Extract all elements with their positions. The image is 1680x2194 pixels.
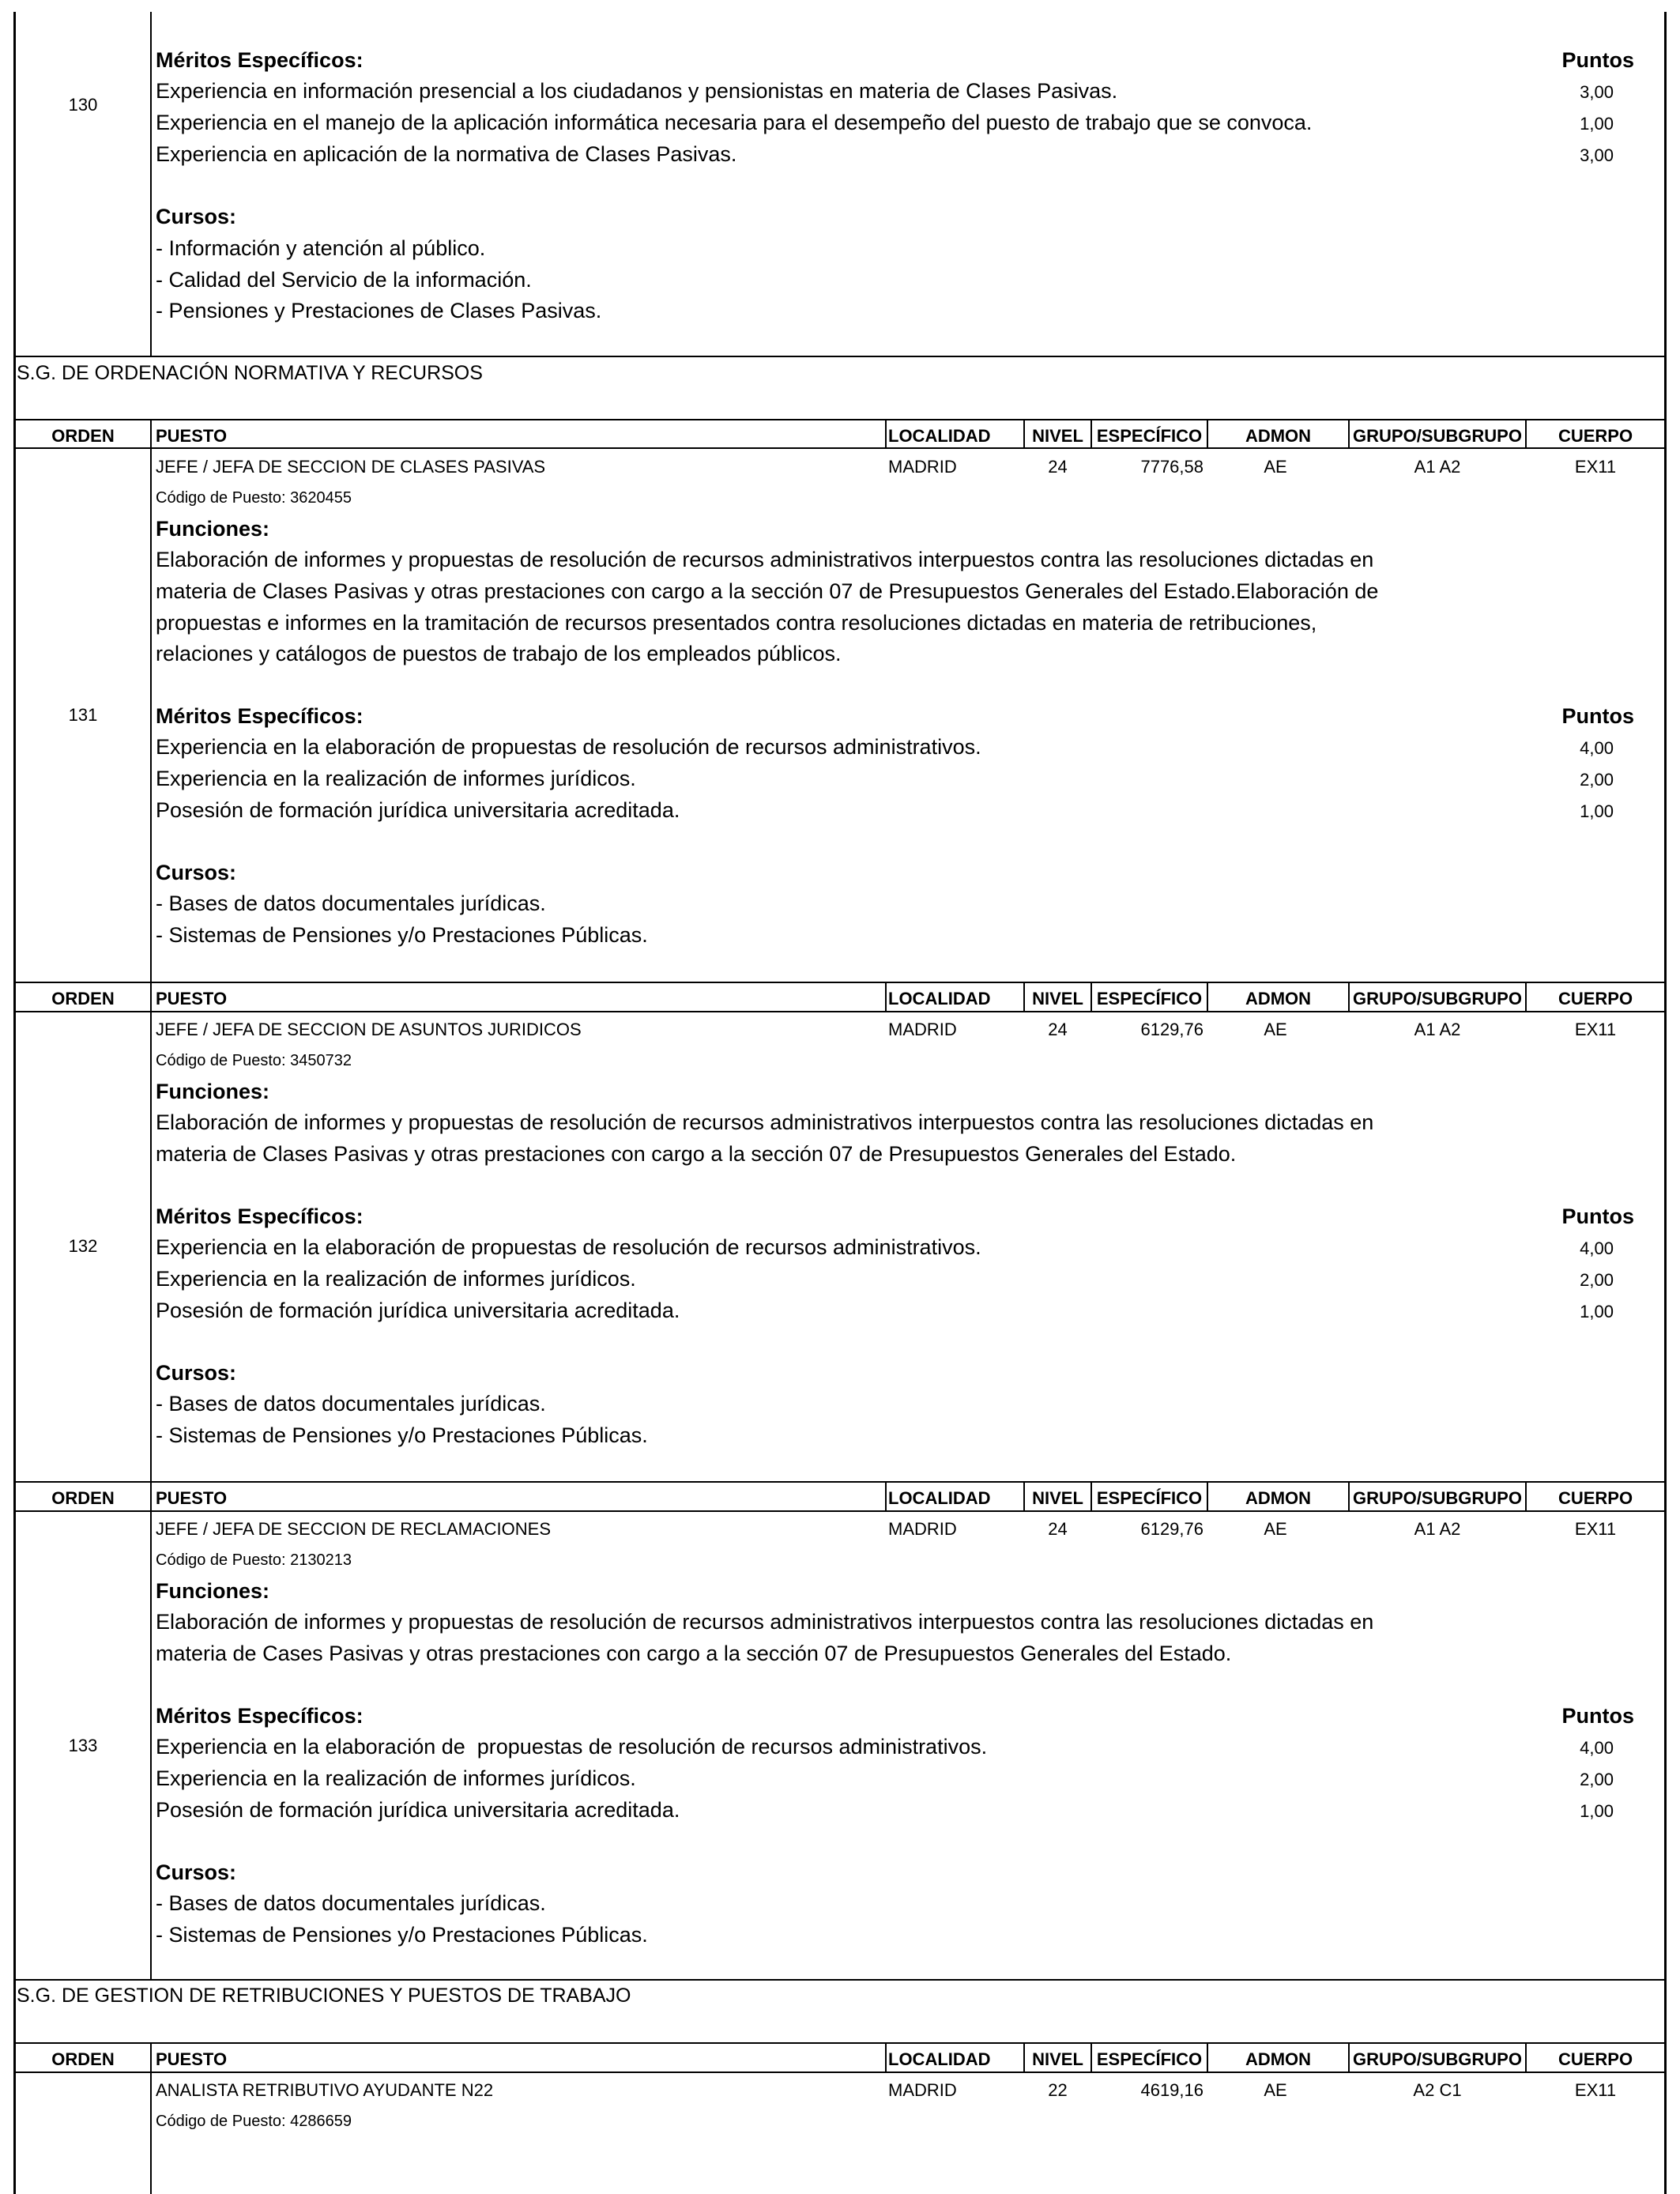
- meritos-title: Méritos Específicos:: [156, 48, 363, 72]
- curso-item: - Sistemas de Pensiones y/o Prestaciones Públicas.: [156, 1423, 648, 1447]
- cursos-title: Cursos:: [156, 205, 237, 228]
- header-orden: ORDEN: [51, 426, 115, 446]
- merito-points: 2,00: [1580, 1270, 1614, 1290]
- funciones-line: materia de Clases Pasivas y otras prestaciones con cargo a la sección 07 de Presupuestos Generales del Estado.Elaboración de: [156, 579, 1379, 603]
- merito-text: Experiencia en información presencial a los ciudadanos y pensionistas en materia de Clases Pasivas.: [156, 79, 1118, 103]
- header-puesto: PUESTO: [156, 989, 228, 1008]
- orden-divider: [150, 2042, 152, 2194]
- merito-text: Experiencia en la elaboración de propuestas de resolución de recursos administrativos.: [156, 1235, 981, 1259]
- especifico-value: 7776,58: [1140, 457, 1203, 477]
- funciones-line: Elaboración de informes y propuestas de resolución de recursos administrativos interpuestos contra las resoluciones dictadas en: [156, 548, 1374, 571]
- grupo-value: A1 A2: [1414, 457, 1461, 477]
- header-nivel: NIVEL: [1032, 1488, 1083, 1508]
- merito-points: 2,00: [1580, 1770, 1614, 1789]
- nivel-value: 24: [1048, 457, 1068, 477]
- header-grupo: GRUPO/SUBGRUPO: [1353, 2049, 1522, 2069]
- puesto-name: JEFE / JEFA DE SECCION DE ASUNTOS JURIDICOS: [156, 1020, 582, 1039]
- orden-number: 133: [68, 1736, 98, 1755]
- localidad-value: MADRID: [888, 2080, 957, 2100]
- merito-points: 4,00: [1580, 1238, 1614, 1258]
- curso-item: - Pensiones y Prestaciones de Clases Pasivas.: [156, 299, 602, 322]
- funciones-line: relaciones y catálogos de puestos de trabajo de los empleados públicos.: [156, 642, 842, 665]
- merito-text: Posesión de formación jurídica universitaria acreditada.: [156, 798, 680, 822]
- header-bottom-line: [13, 447, 1667, 449]
- merito-points: 3,00: [1580, 82, 1614, 102]
- merito-text: Posesión de formación jurídica universitaria acreditada.: [156, 1798, 680, 1822]
- nivel-value: 22: [1048, 2080, 1068, 2100]
- merito-points: 2,00: [1580, 770, 1614, 790]
- header-especifico: ESPECÍFICO: [1096, 1488, 1203, 1508]
- header-grupo: GRUPO/SUBGRUPO: [1353, 989, 1522, 1008]
- header-cuerpo: CUERPO: [1558, 1488, 1633, 1508]
- header-localidad: LOCALIDAD: [888, 2049, 991, 2069]
- header-especifico: ESPECÍFICO: [1096, 989, 1203, 1008]
- cuerpo-value: EX11: [1574, 2080, 1617, 2100]
- merito-points: 4,00: [1580, 738, 1614, 758]
- orden-divider: [150, 12, 152, 357]
- header-nivel: NIVEL: [1032, 2049, 1083, 2069]
- table-left-border: [13, 12, 16, 2194]
- header-admon: ADMON: [1245, 2049, 1312, 2069]
- header-orden: ORDEN: [51, 989, 115, 1008]
- header-especifico: ESPECÍFICO: [1096, 2049, 1203, 2069]
- header-especifico: ESPECÍFICO: [1096, 426, 1203, 446]
- codigo-puesto: Código de Puesto: 3620455: [156, 489, 352, 507]
- header-admon: ADMON: [1245, 426, 1312, 446]
- section-title: S.G. DE ORDENACIÓN NORMATIVA Y RECURSOS: [17, 362, 483, 384]
- puntos-label: Puntos: [1561, 48, 1634, 72]
- localidad-value: MADRID: [888, 457, 957, 477]
- orden-divider: [150, 982, 152, 1481]
- cursos-title: Cursos:: [156, 1361, 237, 1385]
- curso-item: - Información y atención al público.: [156, 236, 486, 260]
- admon-value: AE: [1264, 2080, 1287, 2100]
- merito-text: Experiencia en la realización de informes jurídicos.: [156, 767, 636, 790]
- orden-number: 132: [68, 1236, 98, 1256]
- merito-text: Posesión de formación jurídica universitaria acreditada.: [156, 1299, 680, 1322]
- puntos-label: Puntos: [1561, 704, 1634, 728]
- admon-value: AE: [1264, 1020, 1287, 1039]
- especifico-value: 6129,76: [1140, 1020, 1203, 1039]
- especifico-value: 4619,16: [1140, 2080, 1203, 2100]
- merito-points: 1,00: [1580, 114, 1614, 134]
- localidad-value: MADRID: [888, 1020, 957, 1039]
- header-localidad: LOCALIDAD: [888, 1488, 991, 1508]
- cuerpo-value: EX11: [1574, 457, 1617, 477]
- orden-divider: [150, 1481, 152, 1981]
- funciones-line: materia de Clases Pasivas y otras prestaciones con cargo a la sección 07 de Presupuestos Generales del Estado.: [156, 1142, 1237, 1166]
- nivel-value: 24: [1048, 1519, 1068, 1539]
- curso-item: - Bases de datos documentales jurídicas.: [156, 1891, 546, 1915]
- merito-text: Experiencia en la realización de informes jurídicos.: [156, 1267, 636, 1291]
- codigo-puesto: Código de Puesto: 4286659: [156, 2113, 352, 2130]
- header-nivel: NIVEL: [1032, 426, 1083, 446]
- curso-item: - Calidad del Servicio de la información.: [156, 268, 532, 292]
- puntos-label: Puntos: [1561, 1204, 1634, 1228]
- merito-points: 3,00: [1580, 145, 1614, 165]
- puntos-label: Puntos: [1561, 1704, 1634, 1728]
- puesto-name: JEFE / JEFA DE SECCION DE RECLAMACIONES: [156, 1519, 551, 1539]
- funciones-line: Elaboración de informes y propuestas de resolución de recursos administrativos interpuestos contra las resoluciones dictadas en: [156, 1610, 1374, 1634]
- header-grupo: GRUPO/SUBGRUPO: [1353, 1488, 1522, 1508]
- header-bottom-line: [13, 1011, 1667, 1012]
- merito-points: 1,00: [1580, 801, 1614, 821]
- header-puesto: PUESTO: [156, 2049, 228, 2069]
- admon-value: AE: [1264, 1519, 1287, 1539]
- cuerpo-value: EX11: [1574, 1020, 1617, 1039]
- nivel-value: 24: [1048, 1020, 1068, 1039]
- meritos-title: Méritos Específicos:: [156, 1704, 363, 1728]
- merito-points: 1,00: [1580, 1302, 1614, 1321]
- header-bottom-line: [13, 2071, 1667, 2073]
- table-right-border: [1664, 12, 1667, 2194]
- header-localidad: LOCALIDAD: [888, 989, 991, 1008]
- grupo-value: A1 A2: [1414, 1519, 1461, 1539]
- grupo-value: A1 A2: [1414, 1020, 1461, 1039]
- section-title: S.G. DE GESTION DE RETRIBUCIONES Y PUESTOS DE TRABAJO: [17, 1985, 631, 2007]
- merito-text: Experiencia en aplicación de la normativa de Clases Pasivas.: [156, 142, 737, 166]
- merito-points: 1,00: [1580, 1801, 1614, 1821]
- header-puesto: PUESTO: [156, 426, 228, 446]
- header-admon: ADMON: [1245, 989, 1312, 1008]
- curso-item: - Sistemas de Pensiones y/o Prestaciones Públicas.: [156, 1923, 648, 1947]
- block-separator: [13, 356, 1667, 357]
- header-bottom-line: [13, 1510, 1667, 1512]
- admon-value: AE: [1264, 457, 1287, 477]
- header-top-line: [13, 419, 1667, 420]
- codigo-puesto: Código de Puesto: 3450732: [156, 1052, 352, 1069]
- funciones-title: Funciones:: [156, 1080, 270, 1103]
- header-puesto: PUESTO: [156, 1488, 228, 1508]
- funciones-title: Funciones:: [156, 1579, 270, 1603]
- especifico-value: 6129,76: [1140, 1519, 1203, 1539]
- block-separator: [13, 1979, 1667, 1981]
- funciones-title: Funciones:: [156, 517, 270, 541]
- codigo-puesto: Código de Puesto: 2130213: [156, 1551, 352, 1569]
- header-grupo: GRUPO/SUBGRUPO: [1353, 426, 1522, 446]
- header-cuerpo: CUERPO: [1558, 989, 1633, 1008]
- funciones-line: Elaboración de informes y propuestas de resolución de recursos administrativos interpuestos contra las resoluciones dictadas en: [156, 1110, 1374, 1134]
- curso-item: - Bases de datos documentales jurídicas.: [156, 892, 546, 915]
- cursos-title: Cursos:: [156, 1860, 237, 1884]
- merito-text: Experiencia en el manejo de la aplicación informática necesaria para el desempeño del puesto de trabajo que se convoca.: [156, 111, 1313, 134]
- puesto-name: ANALISTA RETRIBUTIVO AYUDANTE N22: [156, 2080, 494, 2100]
- header-orden: ORDEN: [51, 1488, 115, 1508]
- merito-text: Experiencia en la realización de informes jurídicos.: [156, 1766, 636, 1790]
- merito-text: Experiencia en la elaboración de propuestas de resolución de recursos administrativos.: [156, 735, 981, 759]
- header-admon: ADMON: [1245, 1488, 1312, 1508]
- orden-number: 130: [68, 95, 98, 115]
- orden-divider: [150, 419, 152, 982]
- merito-text: Experiencia en la elaboración de propuestas de resolución de recursos administrativos.: [156, 1735, 988, 1759]
- curso-item: - Bases de datos documentales jurídicas.: [156, 1392, 546, 1416]
- header-cuerpo: CUERPO: [1558, 426, 1633, 446]
- orden-number: 131: [68, 705, 98, 725]
- puesto-name: JEFE / JEFA DE SECCION DE CLASES PASIVAS: [156, 457, 546, 477]
- header-nivel: NIVEL: [1032, 989, 1083, 1008]
- meritos-title: Méritos Específicos:: [156, 704, 363, 728]
- header-cuerpo: CUERPO: [1558, 2049, 1633, 2069]
- cuerpo-value: EX11: [1574, 1519, 1617, 1539]
- localidad-value: MADRID: [888, 1519, 957, 1539]
- header-localidad: LOCALIDAD: [888, 426, 991, 446]
- header-orden: ORDEN: [51, 2049, 115, 2069]
- grupo-value: A2 C1: [1413, 2080, 1462, 2100]
- funciones-line: materia de Cases Pasivas y otras prestaciones con cargo a la sección 07 de Presupuestos Generales del Estado.: [156, 1642, 1232, 1665]
- cursos-title: Cursos:: [156, 861, 237, 884]
- curso-item: - Sistemas de Pensiones y/o Prestaciones Públicas.: [156, 923, 648, 947]
- header-top-line: [13, 2042, 1667, 2044]
- header-top-line: [13, 982, 1667, 983]
- funciones-line: propuestas e informes en la tramitación de recursos presentados contra resoluciones dictadas en materia de retribuciones,: [156, 611, 1317, 635]
- merito-points: 4,00: [1580, 1738, 1614, 1758]
- header-top-line: [13, 1481, 1667, 1483]
- meritos-title: Méritos Específicos:: [156, 1204, 363, 1228]
